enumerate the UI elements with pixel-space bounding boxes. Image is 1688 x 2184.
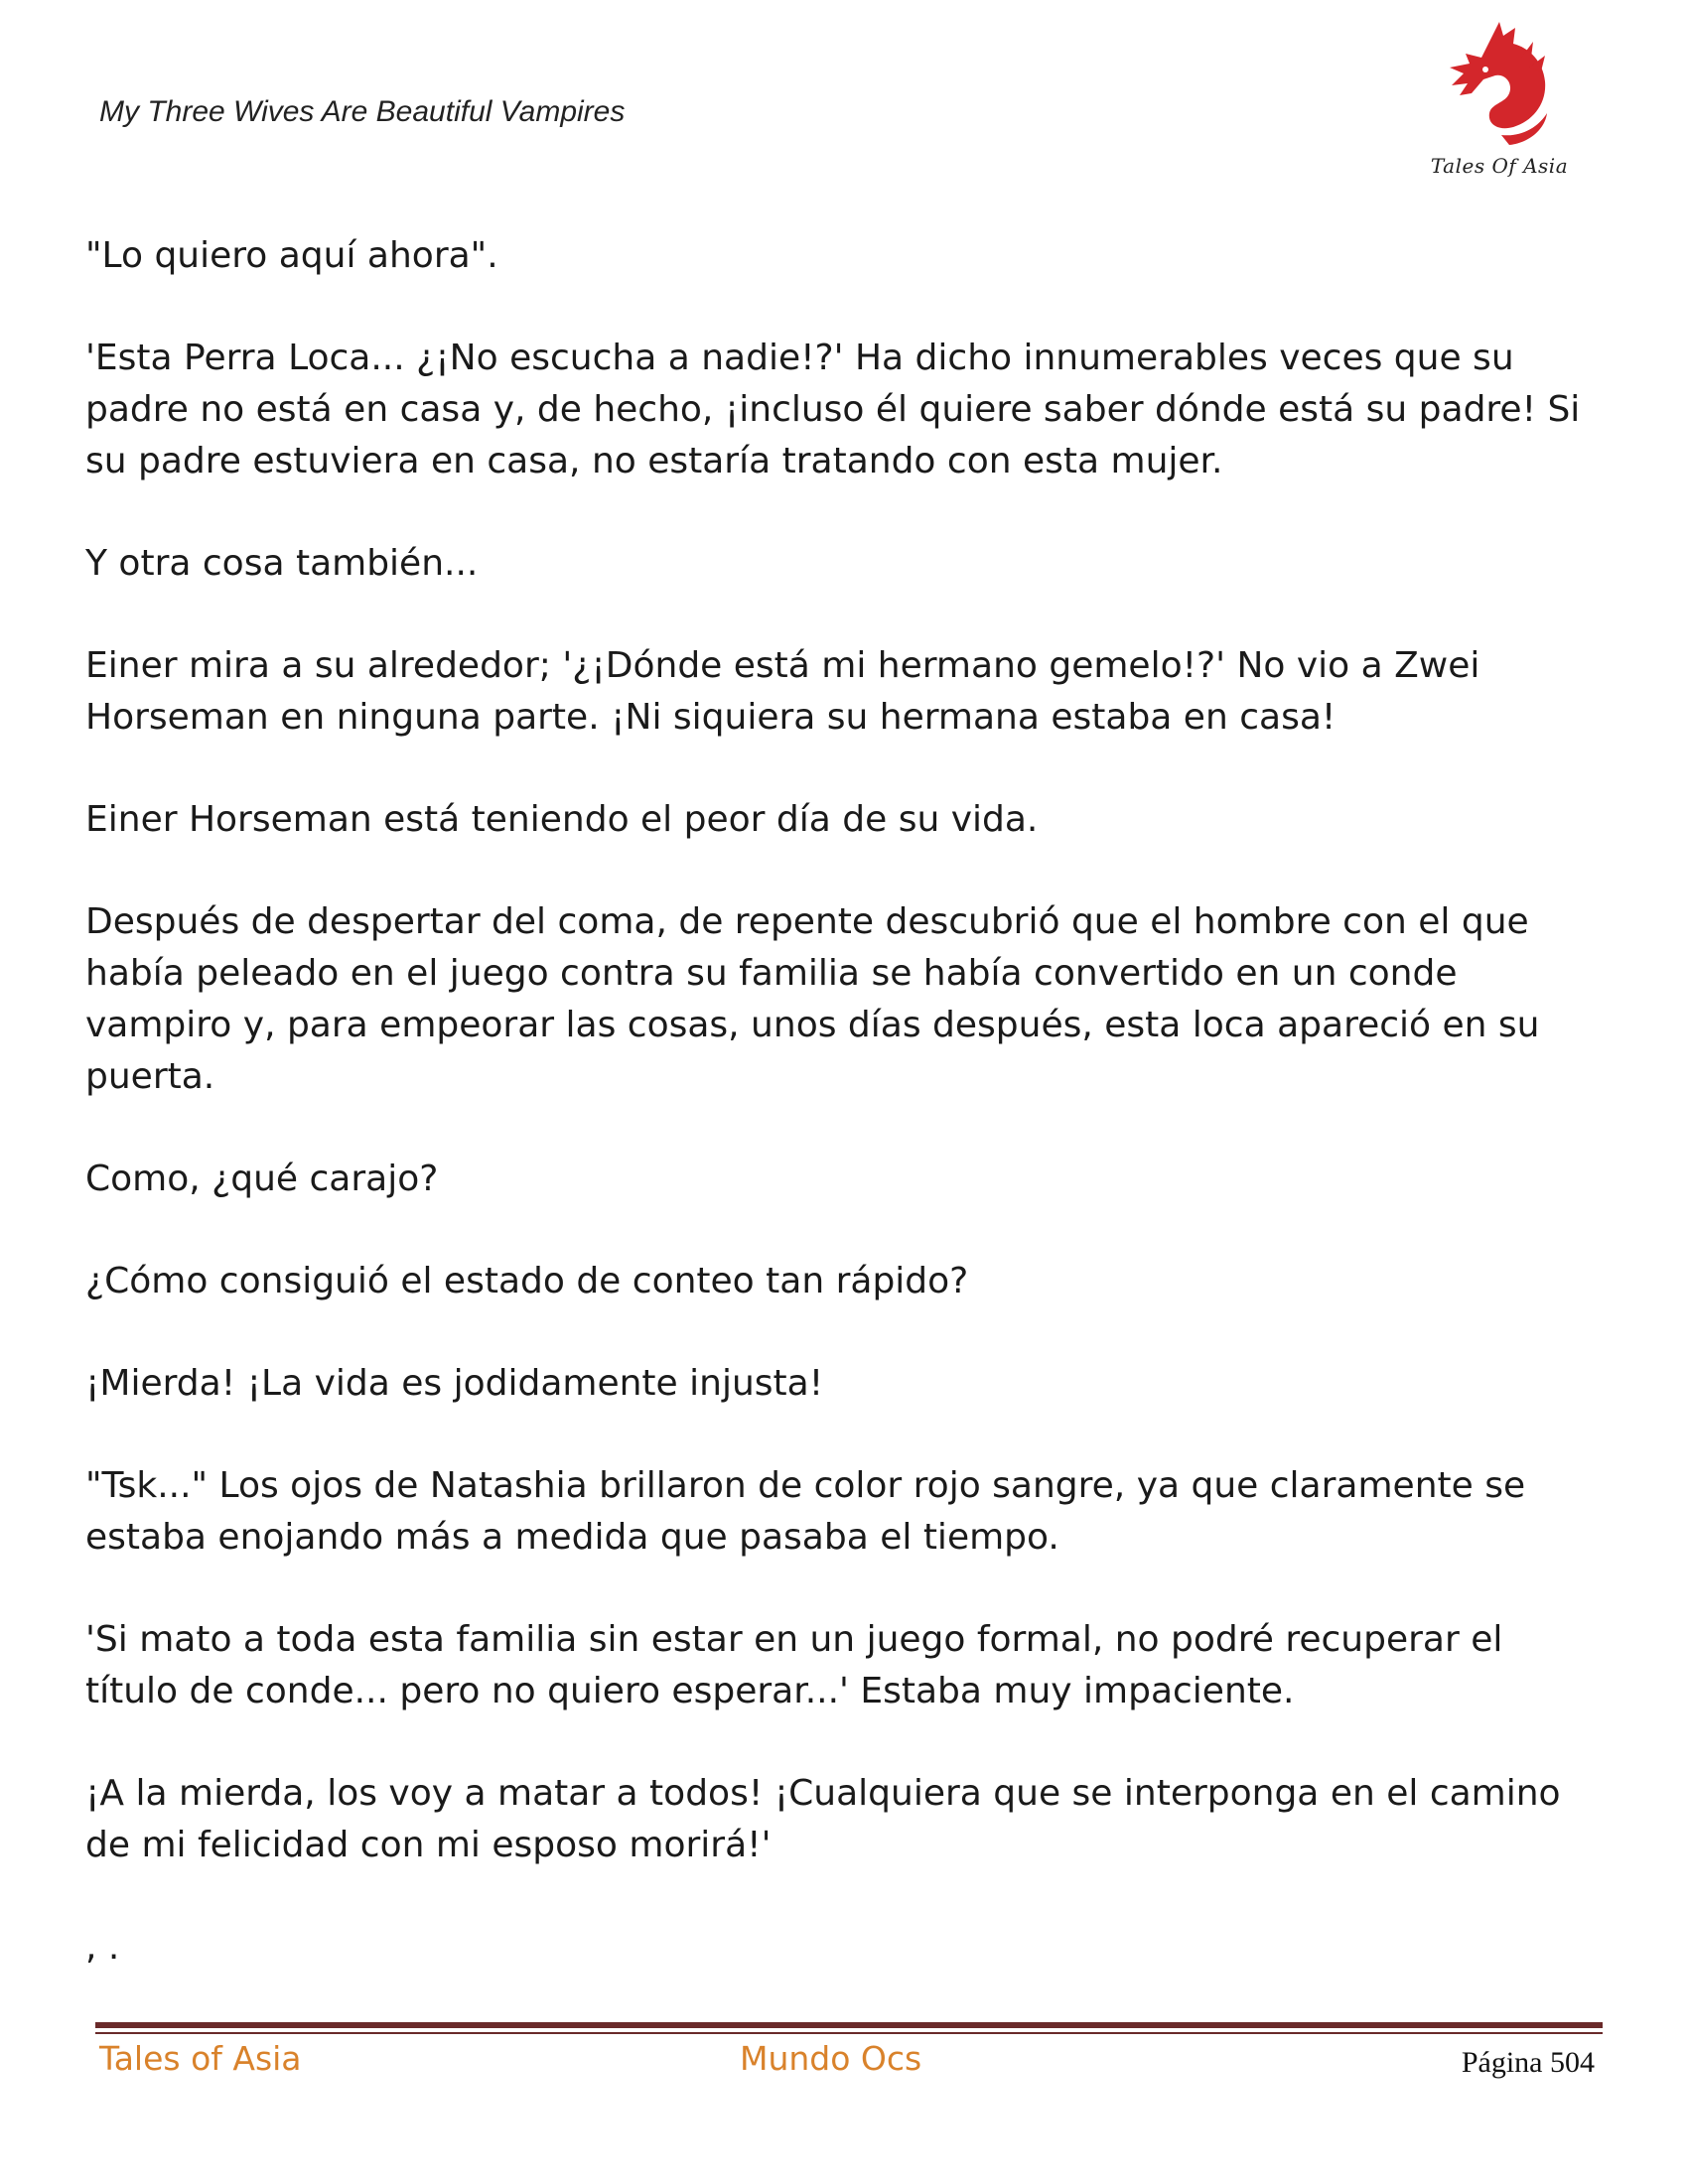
paragraph: ¿Cómo consiguió el estado de conteo tan rápido? (85, 1261, 969, 1301)
paragraph: Después de despertar del coma, de repente descubrió que el hombre con el que había peleado en el juego contra su familia se había convertido en un conde vampiro y, para empeorar las cosas, unos días después, esta loca apareció en su puerta. (85, 901, 1540, 1097)
page-number: Página 504 (1461, 2046, 1595, 2079)
paragraph: ¡A la mierda, los voy a matar a todos! ¡Cualquiera que se interponga en el camino de mi felicidad con mi esposo morirá!' (85, 1773, 1561, 1865)
footer-source: Mundo Ocs (740, 2039, 922, 2078)
footer-divider (95, 2022, 1603, 2028)
paragraph: 'Si mato a toda esta familia sin estar en un juego formal, no podré recuperar el título de conde... pero no quiero esperar...' Estaba muy impaciente. (85, 1619, 1503, 1711)
paragraph: ¡Mierda! ¡La vida es jodidamente injusta! (85, 1363, 824, 1404)
paragraph: Y otra cosa también... (85, 543, 479, 584)
red-dragon-icon (1430, 18, 1569, 157)
publisher-logo (1430, 18, 1569, 182)
paragraph: "Lo quiero aquí ahora". (85, 235, 498, 276)
paragraph: Einer Horseman está teniendo el peor día de su vida. (85, 799, 1039, 840)
chapter-body (85, 230, 1595, 2024)
paragraph: 'Esta Perra Loca... ¿¡No escucha a nadie!?' Ha dicho innumerables veces que su padre no está en casa y, de hecho, ¡incluso él quiere saber dónde está su padre! Si su padre estuviera en casa, no estaría tratando con esta mujer. (85, 338, 1581, 481)
footer-publisher: Tales of Asia (99, 2039, 302, 2078)
book-title: My Three Wives Are Beautiful Vampires (99, 95, 626, 128)
paragraph: Einer mira a su alrededor; '¿¡Dónde está mi hermano gemelo!?' No vio a Zwei Horseman en ninguna parte. ¡Ni siquiera su hermana estaba en casa! (85, 645, 1480, 738)
paragraph: Como, ¿qué carajo? (85, 1159, 439, 1199)
logo-text: Tales Of Asia (1430, 154, 1569, 178)
paragraph: "Tsk..." Los ojos de Natashia brillaron de color rojo sangre, ya que claramente se estaba enojando más a medida que pasaba el tiempo. (85, 1465, 1526, 1558)
footer-divider-thin (95, 2032, 1603, 2034)
paragraph: , . (85, 1927, 120, 1968)
